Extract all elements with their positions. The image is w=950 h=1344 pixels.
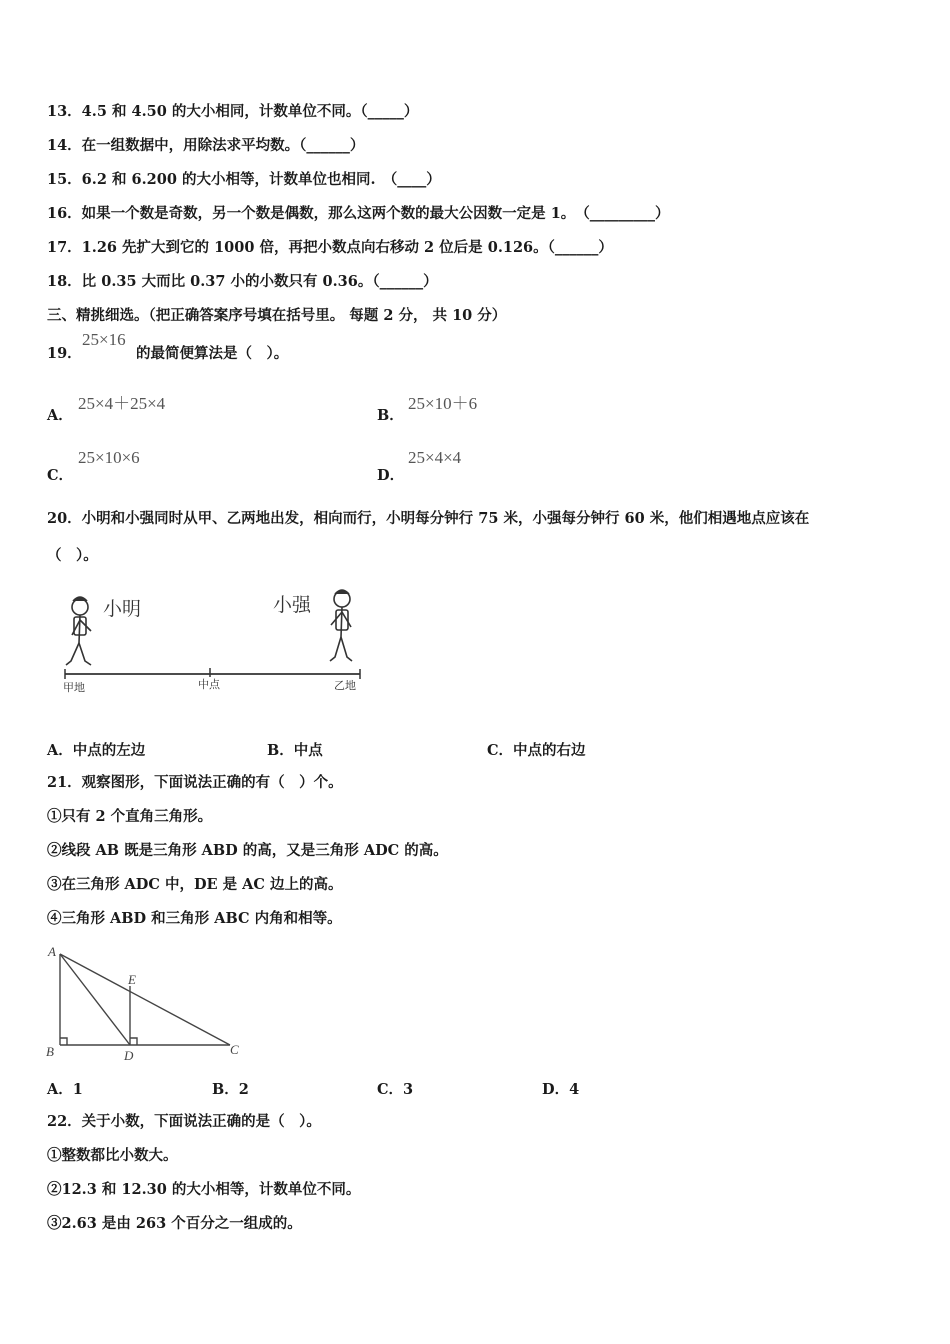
jiadi-label: 甲地	[63, 682, 85, 694]
q22-statement-2: ②12.3 和 12.30 的大小相等，计数单位不同。	[47, 1181, 361, 1198]
xiaoming-figure-icon	[66, 597, 91, 665]
point-a-label: A	[48, 944, 56, 959]
question-17: 17．1.26 先扩大到它的 1000 倍，再把小数点向右移动 2 位后是 0.126。（______）	[47, 239, 613, 256]
q19-option-a-label: A．	[47, 407, 73, 424]
section-3-heading: 三、精挑细选。（把正确答案序号填在括号里。 每题 2 分， 共 10 分）	[47, 307, 507, 324]
question-21-stem: 21．观察图形，下面说法正确的有（ ）个。	[47, 774, 343, 791]
point-b-label: B	[46, 1044, 54, 1059]
triangle-figure	[40, 940, 250, 1065]
q19-option-d-expr: 25×4×4	[408, 448, 462, 467]
question-19-number: 19．	[47, 345, 82, 362]
point-c-label: C	[230, 1042, 239, 1057]
question-18: 18．比 0.35 大而比 0.37 小的小数只有 0.36。（______）	[47, 273, 438, 290]
question-19-expression: 25×16	[82, 330, 126, 349]
question-15: 15．6.2 和 6.200 的大小相等，计数单位也相同. （____）	[47, 171, 441, 188]
q20-option-c: C．中点的右边	[487, 742, 586, 759]
question-16: 16．如果一个数是奇数，另一个数是偶数，那么这两个数的最大公因数一定是 1。 （_________）	[47, 205, 670, 222]
point-d-label: D	[124, 1048, 134, 1063]
q20-option-a: A．中点的左边	[47, 742, 146, 759]
xiaoqiang-label: 小强	[273, 595, 312, 616]
xiaoming-label: 小明	[103, 599, 142, 620]
point-e-label: E	[128, 972, 136, 987]
q22-statement-1: ①整数都比小数大。	[47, 1147, 178, 1164]
q21-statement-1: ①只有 2 个直角三角形。	[47, 808, 213, 825]
q21-statement-3: ③在三角形 ADC 中，DE 是 AC 边上的高。	[47, 876, 343, 893]
question-22-stem: 22．关于小数，下面说法正确的是（ ）。	[47, 1113, 321, 1130]
q21-option-b: B．2	[212, 1081, 249, 1098]
q20-option-b: B．中点	[267, 742, 323, 759]
q19-option-b-expr: 25×10＋6	[408, 394, 478, 413]
q19-option-c-label: C．	[47, 467, 74, 484]
walking-figure	[55, 585, 375, 695]
q21-option-a: A．1	[47, 1081, 83, 1098]
q22-statement-3: ③2.63 是由 263 个百分之一组成的。	[47, 1215, 302, 1232]
yidi-label: 乙地	[334, 680, 356, 692]
q21-statement-4: ④三角形 ABD 和三角形 ABC 内角和相等。	[47, 910, 342, 927]
q19-option-d-label: D．	[377, 467, 405, 484]
question-20-line2: （ ）。	[47, 547, 98, 564]
midpoint-label: 中点	[198, 679, 220, 691]
q21-option-c: C．3	[377, 1081, 414, 1098]
q21-statement-2: ②线段 AB 既是三角形 ABD 的高，又是三角形 ADC 的高。	[47, 842, 448, 859]
question-13: 13．4.5 和 4.50 的大小相同，计数单位不同。（_____）	[47, 103, 419, 120]
question-20-line1: 20．小明和小强同时从甲、乙两地出发，相向而行，小明每分钟行 75 米，小强每分钟行 60 米，他们相遇地点应该在	[47, 510, 810, 527]
xiaoqiang-figure-icon	[330, 590, 352, 661]
q21-option-d: D．4	[542, 1081, 580, 1098]
q19-option-c-expr: 25×10×6	[78, 448, 140, 467]
q19-option-a-expr: 25×4＋25×4	[78, 394, 166, 413]
question-14: 14．在一组数据中，用除法求平均数。（______）	[47, 137, 365, 154]
question-19-text: 的最简便算法是（ ）。	[136, 345, 289, 362]
q19-option-b-label: B．	[377, 407, 404, 424]
